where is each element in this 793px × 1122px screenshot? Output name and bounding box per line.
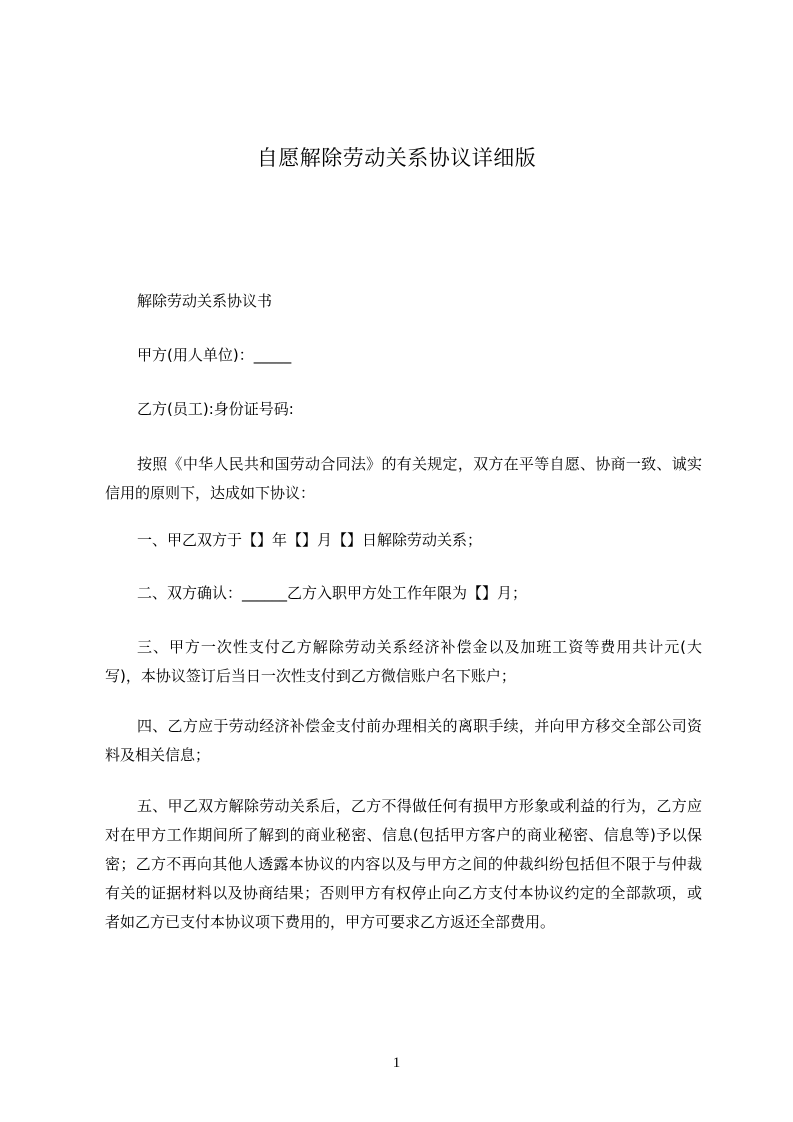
agreement-heading: 解除劳动关系协议书: [137, 292, 273, 310]
document-title: 自愿解除劳动关系协议详细版: [256, 146, 537, 170]
page-number: 1: [392, 1055, 401, 1071]
clause-4: 四、乙方应于劳动经济补偿金支付前办理相关的离职手续，并向甲方移交全部公司资料及相关信息；: [105, 717, 702, 764]
clause-3: 三、甲方一次性支付乙方解除劳动关系经济补偿金以及加班工资等费用共计元(大写)，本协议签订后当日一次性支付到乙方微信账户名下账户；: [105, 638, 702, 685]
clause-2: 二、双方确认：______乙方入职甲方处工作年限为【】月；: [137, 584, 528, 602]
party-b-line: 乙方(员工):身份证号码:: [137, 400, 294, 418]
party-a-line: 甲方(用人单位)：_____: [137, 346, 292, 364]
clause-5: 五、甲乙双方解除劳动关系后，乙方不得做任何有损甲方形象或利益的行为，乙方应对在甲方工作期间所了解到的商业秘密、信息(包括甲方客户的商业秘密、信息等)予以保密；乙方不再向其他人透露本协议的内容以及与甲方之间的仲裁纠纷包括但不限于与仲裁有关的证据材料以及协商结果；否则甲方有权停止向乙方支付本协议约定的全部款项，或者如乙方已支付本协议项下费用的，甲方可要求乙方返还全部费用。: [105, 797, 702, 931]
clause-1: 一、甲乙双方于【】年【】月【】日解除劳动关系；: [137, 531, 483, 549]
intro-paragraph: 按照《中华人民共和国劳动合同法》的有关规定，双方在平等自愿、协商一致、诚实信用的原则下，达成如下协议：: [105, 455, 702, 502]
